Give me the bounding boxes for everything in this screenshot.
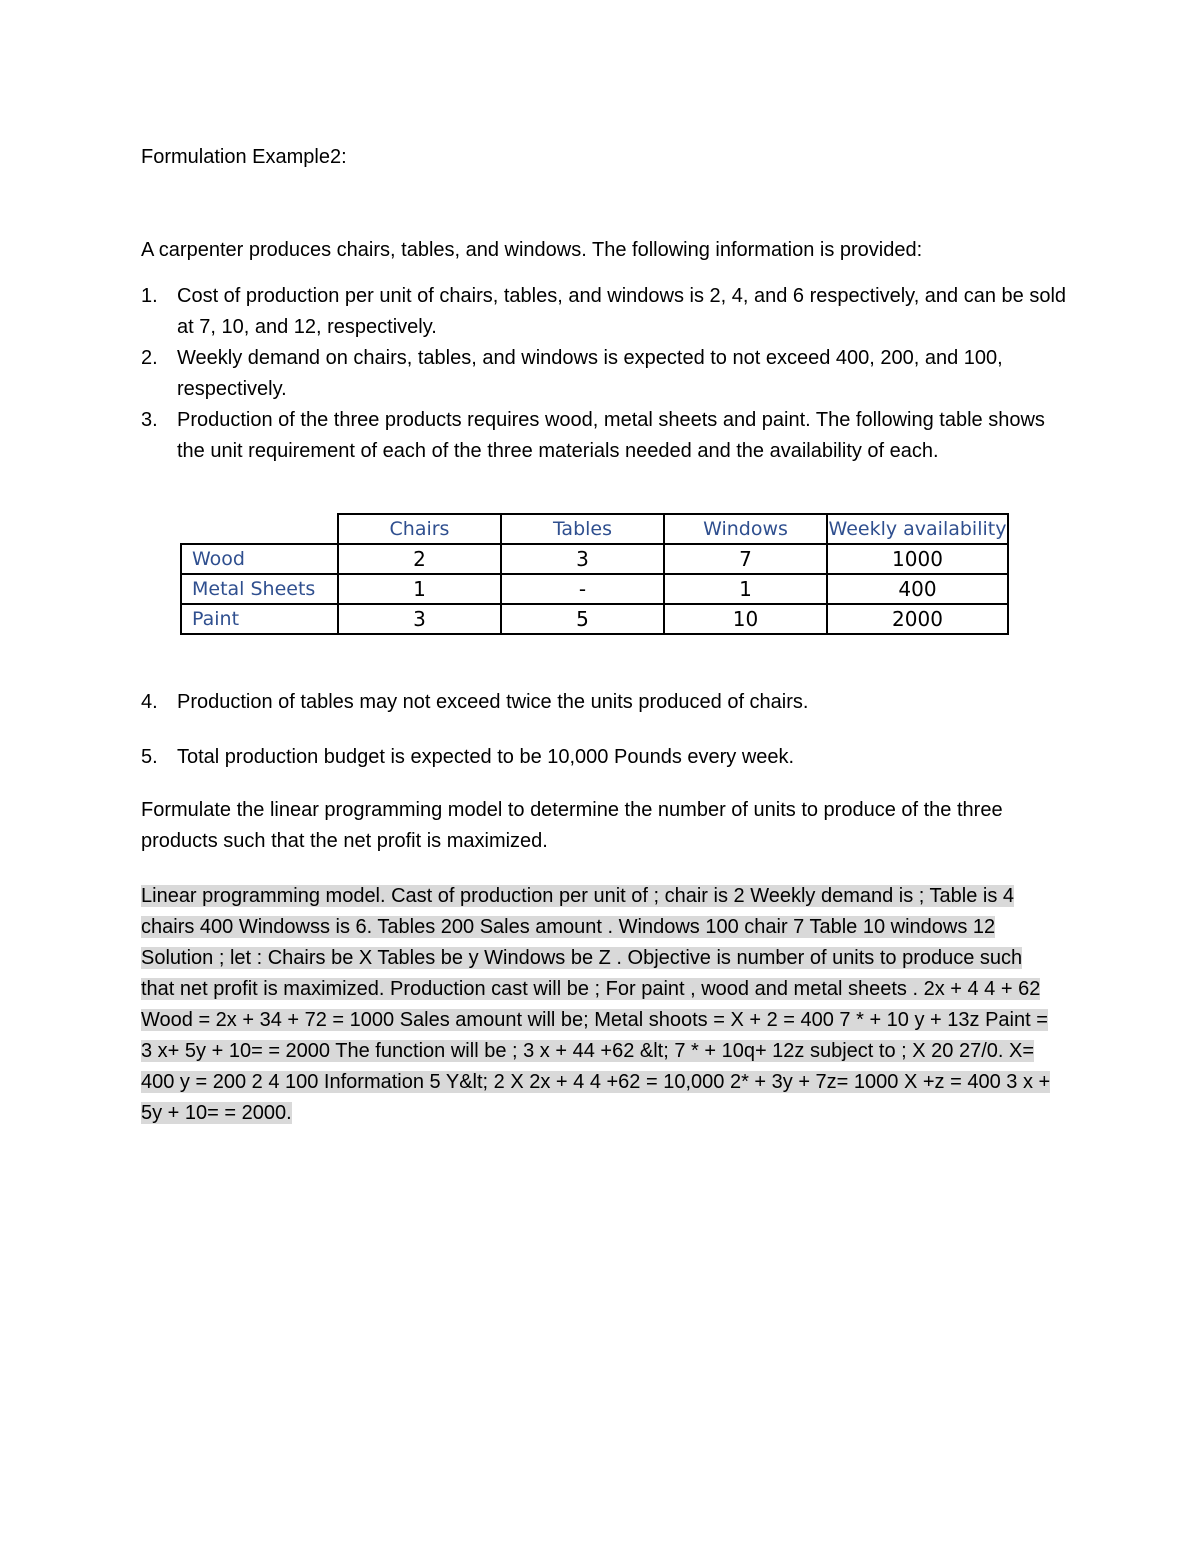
list-number: 1. [141, 285, 158, 307]
table-row [181, 574, 1008, 604]
table-cell: 1000 [827, 544, 1008, 574]
list-number: 3. [141, 409, 158, 431]
list-item [141, 742, 1071, 773]
table-cell: 3 [501, 544, 664, 574]
list-item-text: Total production budget is expected to be 10,000 Pounds every week. [177, 746, 795, 768]
list-item [141, 405, 1071, 467]
table-row-label: Wood [181, 544, 338, 574]
list-number: 4. [141, 691, 158, 713]
numbered-list-part-1 [141, 281, 1071, 467]
table-header-chairs: Chairs [338, 514, 501, 544]
table-cell: 2000 [827, 604, 1008, 634]
table-cell: 3 [338, 604, 501, 634]
table-header-row [181, 514, 1008, 544]
list-number: 5. [141, 746, 158, 768]
table-corner-cell [181, 514, 338, 544]
question-paragraph: Formulate the linear programming model to determine the number of units to produce of the three products such that the net profit is maximized. [141, 799, 1003, 852]
table-cell: 10 [664, 604, 827, 634]
table-cell: 1 [664, 574, 827, 604]
table-row [181, 544, 1008, 574]
table-cell: 5 [501, 604, 664, 634]
table-row [181, 604, 1008, 634]
list-item-text: Production of the three products requires wood, metal sheets and paint. The following table shows the unit requirement of each of the three materials needed and the availability of each. [177, 409, 1045, 462]
intro-paragraph: A carpenter produces chairs, tables, and windows. The following information is provided: [141, 239, 923, 261]
table-header-windows: Windows [664, 514, 827, 544]
list-item [141, 687, 1071, 718]
table-row-label: Metal Sheets [181, 574, 338, 604]
numbered-list-part-2 [141, 687, 1071, 773]
list-item [141, 343, 1071, 405]
table-cell: 400 [827, 574, 1008, 604]
answer-block [141, 881, 1061, 1129]
table-header-weekly-availability: Weekly availability [827, 514, 1008, 544]
table-cell: - [501, 574, 664, 604]
list-item-text: Cost of production per unit of chairs, tables, and windows is 2, 4, and 6 respectively, and can be sold at 7, 10, and 12, respectively. [177, 285, 1067, 338]
list-item-text: Production of tables may not exceed twice the units produced of chairs. [177, 691, 809, 713]
list-item [141, 281, 1071, 343]
table-header-tables: Tables [501, 514, 664, 544]
table-cell: 1 [338, 574, 501, 604]
document-title: Formulation Example2: [141, 146, 347, 168]
table-row-label: Paint [181, 604, 338, 634]
list-item-text: Weekly demand on chairs, tables, and windows is expected to not exceed 400, 200, and 100, respectively. [177, 347, 1003, 400]
materials-table [180, 513, 1009, 635]
list-number: 2. [141, 347, 158, 369]
table-cell: 2 [338, 544, 501, 574]
table-cell: 7 [664, 544, 827, 574]
highlighted-answer-text: Linear programming model. Cast of production per unit of ; chair is 2 Weekly demand is ; Table is 4 chairs 400 Windowss is 6. Tables 200 Sales amount . Windows 100 chair 7 Table 10 windows 12 Solution ; let : Chairs be X Tables be y Windows be Z . Objective is number of units to produce such that net profit is maximized. Production cast will be ; For paint , wood and metal sheets . 2x + 4 4 + 62 Wood = 2x + 34 + 72 = 1000 Sales amount will be; Metal shoots = X + 2 = 400 7 * + 10 y + 13z Paint = 3 x+ 5y + 10= = 2000 The function will be ; 3 x + 44 +62 &lt; 7 * + 10q+ 12z subject to ; X 20 27/0. X= 400 y = 200 2 4 100 Information 5 Y&lt; 2 X 2x + 4 4 +62 = 10,000 2* + 3y + 7z= 1000 X +z = 400 3 x + 5y + 10= = 2000. [141, 885, 1051, 1124]
